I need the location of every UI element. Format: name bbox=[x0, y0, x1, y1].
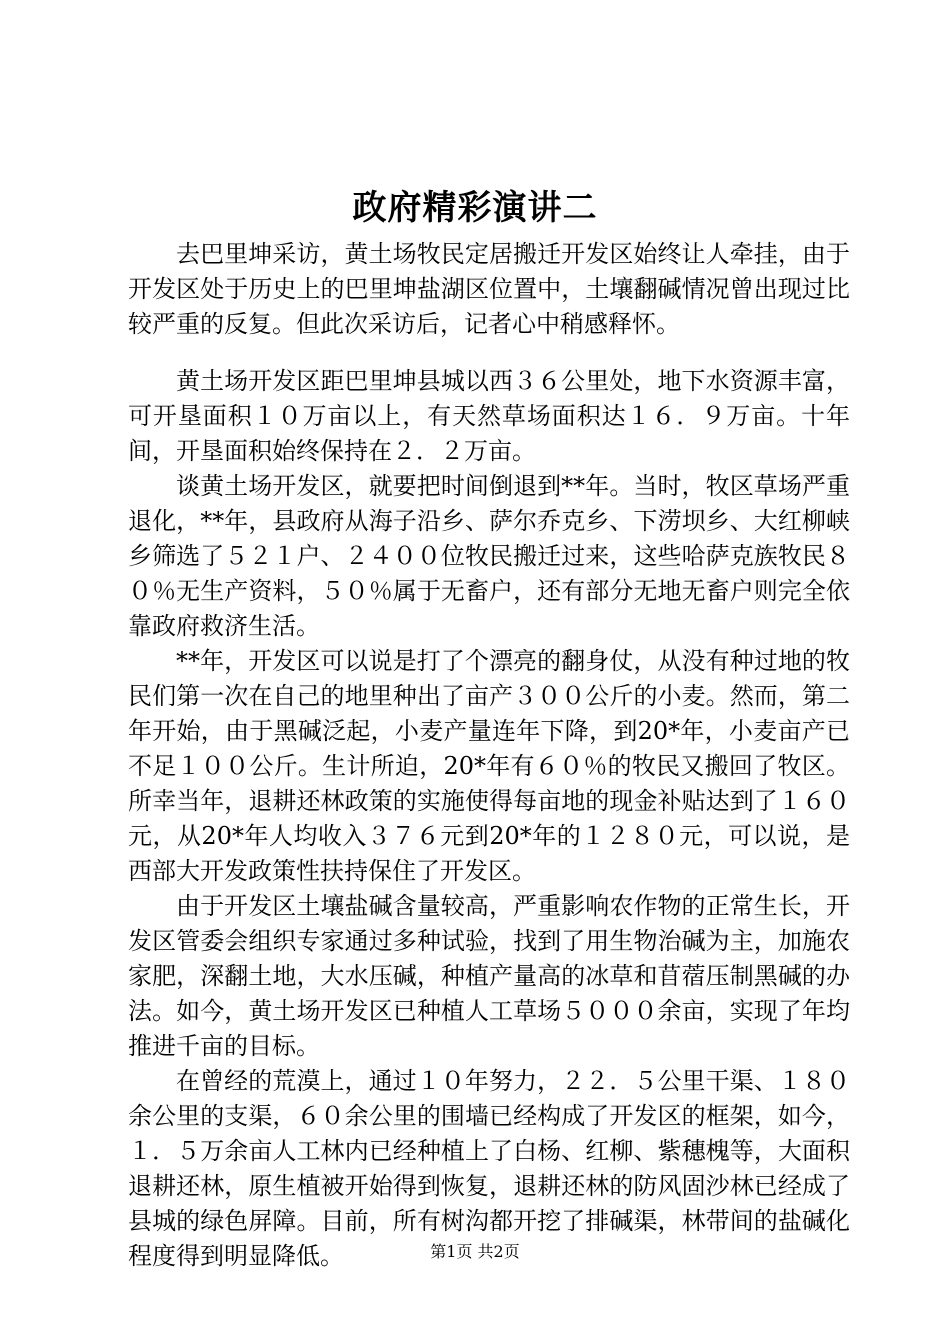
paragraph-2: 黄土场开发区距巴里坤县城以西３６公里处，地下水资源丰富，可开垦面积１０万亩以上，有天然草场面积达１６．９万亩。十年间，开垦面积始终保持在２．２万亩。 bbox=[128, 367, 850, 465]
document-title: 政府精彩演讲二 bbox=[352, 188, 598, 228]
paragraph-1: 去巴里坤采访，黄土场牧民定居搬迁开发区始终让人牵挂，由于开发区处于历史上的巴里坤盐湖区位置中，土壤翻碱情况曾出现过比较严重的反复。但此次采访后，记者心中稍感释怀。 bbox=[128, 240, 850, 338]
document-body bbox=[128, 237, 850, 1274]
paragraph-5: 由于开发区土壤盐碱含量较高，严重影响农作物的正常生长，开发区管委会组织专家通过多种试验，找到了用生物治碱为主，加施农家肥，深翻土地，大水压碱，种植产量高的冰草和苜蓿压制黑碱的办法。如今，黄土场开发区已种植人工草场５０００余亩，实现了年均推进千亩的目标。 bbox=[128, 892, 850, 1060]
page-number-footer: 第1页 共2页 bbox=[430, 1242, 520, 1261]
paragraph-3: 谈黄土场开发区，就要把时间倒退到**年。当时，牧区草场严重退化，**年，县政府从海子沿乡、萨尔乔克乡、下涝坝乡、大红柳峡乡筛选了５２１户、２４００位牧民搬迁过来，这些哈萨克族牧民８０％无生产资料，５０％属于无畜户，还有部分无地无畜户则完全依靠政府救济生活。 bbox=[128, 472, 850, 640]
paragraph-6: 在曾经的荒漠上，通过１０年努力，２２．５公里干渠、１８０余公里的支渠，６０余公里的围墙已经构成了开发区的框架，如今，１．５万余亩人工林内已经种植上了白杨、红柳、紫穗槐等，大面积退耕还林，原生植被开始得到恢复，退耕还林的防风固沙林已经成了县城的绿色屏障。目前，所有树沟都开挖了排碱渠，林带间的盐碱化程度得到明显降低。 bbox=[128, 1067, 850, 1270]
paragraph-4: **年，开发区可以说是打了个漂亮的翻身仗，从没有种过地的牧民们第一次在自己的地里种出了亩产３００公斤的小麦。然而，第二年开始，由于黑碱泛起，小麦产量连年下降，到20*年，小麦亩产已不足１００公斤。生计所迫，20*年有６０％的牧民又搬回了牧区。所幸当年，退耕还林政策的实施使得每亩地的现金补贴达到了１６０元，从20*年人均收入３７６元到20*年的１２８０元，可以说，是西部大开发政策性扶持保住了开发区。 bbox=[128, 647, 850, 885]
